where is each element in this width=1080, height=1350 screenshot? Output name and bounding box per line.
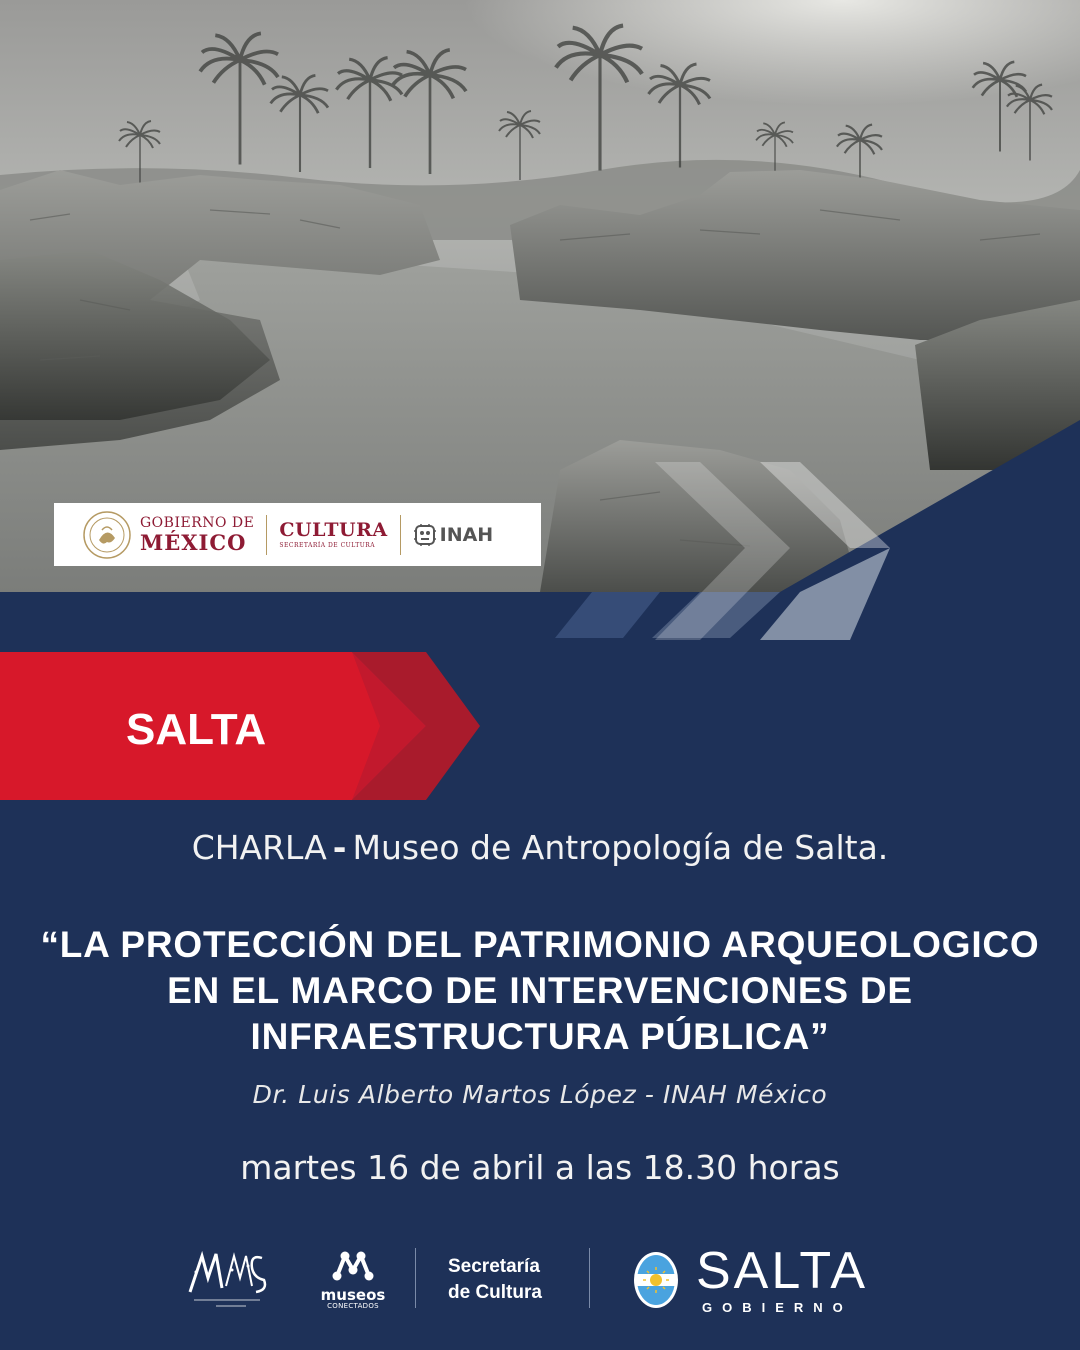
inah-logo: [413, 523, 494, 547]
divider: [266, 515, 267, 555]
separator: -: [332, 828, 347, 867]
event-date: martes 16 de abril a las 18.30 horas: [240, 1148, 840, 1187]
event-type: CHARLA: [191, 828, 327, 867]
divider: [400, 515, 401, 555]
secretaria-line: Secretaría: [448, 1256, 540, 1277]
mexico-logos-strip: [54, 503, 541, 566]
gobierno-word: GOBIERNO: [702, 1300, 853, 1315]
cultura-line: de Cultura: [448, 1282, 542, 1303]
mexico-line: MÉXICO: [140, 530, 247, 555]
cultura-word: CULTURA: [279, 518, 388, 541]
divider: [415, 1248, 416, 1308]
salta-word: SALTA: [696, 1242, 869, 1300]
chevron-arrow-icon: [555, 462, 890, 640]
salta-gobierno-logo: [632, 1244, 902, 1320]
cultura-subtitle: SECRETARÍA DE CULTURA: [279, 541, 376, 549]
museos-word: museos: [320, 1286, 386, 1304]
inah-word: INAH: [439, 523, 494, 546]
ams-museum-logo: [186, 1242, 268, 1314]
secretaria-de-cultura-logo: [448, 1254, 542, 1306]
gobierno-line: GOBIERNO DE: [140, 515, 255, 531]
speaker-name: Dr. Luis Alberto Martos López - INAH México: [252, 1080, 828, 1109]
museos-conectados-icon: [331, 1248, 375, 1282]
ribbon-label: SALTA: [126, 705, 267, 754]
salta-sun-emblem-icon: [632, 1250, 680, 1310]
title-line: EN EL MARCO DE INTERVENCIONES DE: [167, 970, 913, 1011]
title-line: “LA PROTECCIÓN DEL PATRIMONIO ARQUEOLOGICO: [40, 924, 1040, 965]
event-venue: Museo de Antropología de Salta.: [352, 828, 889, 867]
event-intro: [0, 826, 1080, 870]
title-line: INFRAESTRUCTURA PÚBLICA”: [250, 1016, 830, 1057]
divider: [589, 1248, 590, 1308]
cultura-logo: [279, 518, 388, 549]
event-title: [40, 922, 1040, 1060]
museos-conectados-logo: [318, 1248, 388, 1314]
footer-logos: [0, 1230, 1080, 1330]
gobierno-de-mexico-text: [140, 516, 254, 553]
inah-glyph-icon: [413, 523, 437, 547]
mexico-seal-icon: [82, 510, 132, 560]
conectados-word: CONECTADOS: [327, 1302, 379, 1310]
